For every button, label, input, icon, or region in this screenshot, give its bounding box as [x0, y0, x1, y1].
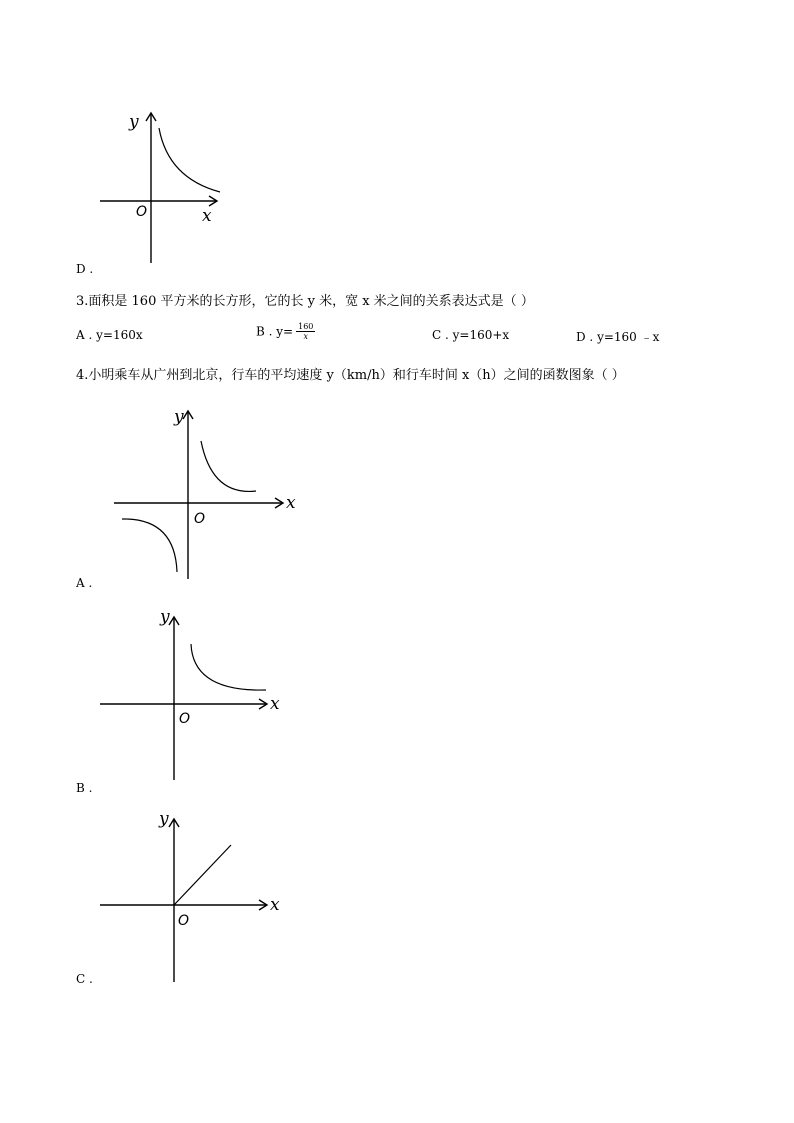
q3-option-b-fraction [296, 322, 315, 341]
graph-c-x-label: x [270, 895, 280, 915]
graph-b-curve [191, 644, 266, 690]
graph-c-origin: O [178, 913, 190, 929]
graph-d-curve [159, 128, 220, 192]
graph-b-y-label: y [160, 607, 170, 627]
q3-option-b [256, 322, 315, 341]
q4-option-b-label: B . [76, 781, 93, 795]
graph-a-curve-upper [201, 441, 256, 491]
graph-d-x-label: x [202, 206, 212, 226]
graph-a-curve-lower [122, 519, 177, 572]
graph-c-y-label: y [159, 809, 169, 829]
q3-option-a: A . y=160x [76, 328, 143, 342]
graph-b [98, 606, 288, 781]
graph-c [98, 808, 288, 983]
graph-a-origin: O [194, 511, 206, 527]
graph-a [112, 404, 302, 584]
q3-option-d: D . y=160 ﹣x [576, 330, 660, 344]
q3-option-b-prefix: B . y= [256, 324, 294, 339]
q3-option-c: C . y=160+x [432, 328, 510, 342]
graph-d [96, 106, 226, 266]
graph-d-y-label: y [129, 112, 139, 132]
question-3-text: 3.面积是 160 平方米的长方形，它的长 y 米，宽 x 米之间的关系表达式是（ ） [76, 294, 534, 309]
graph-a-y-label: y [174, 407, 184, 427]
graph-b-origin: O [179, 711, 191, 727]
question-4-text: 4.小明乘车从广州到北京，行车的平均速度 y（km/h）和行车时间 x（h）之间的函数图象（ ） [76, 368, 625, 383]
q4-option-c-label: C . [76, 972, 93, 986]
q4-option-a-label: A . [76, 576, 93, 590]
graph-a-x-label: x [286, 493, 296, 513]
graph-b-x-label: x [270, 694, 280, 714]
graph-d-origin: O [136, 204, 148, 220]
q3-option-b-denominator: x [303, 332, 308, 341]
q3-option-b-numerator: 160 [298, 322, 314, 331]
option-d-label: D . [76, 262, 94, 276]
graph-c-line [174, 845, 231, 905]
